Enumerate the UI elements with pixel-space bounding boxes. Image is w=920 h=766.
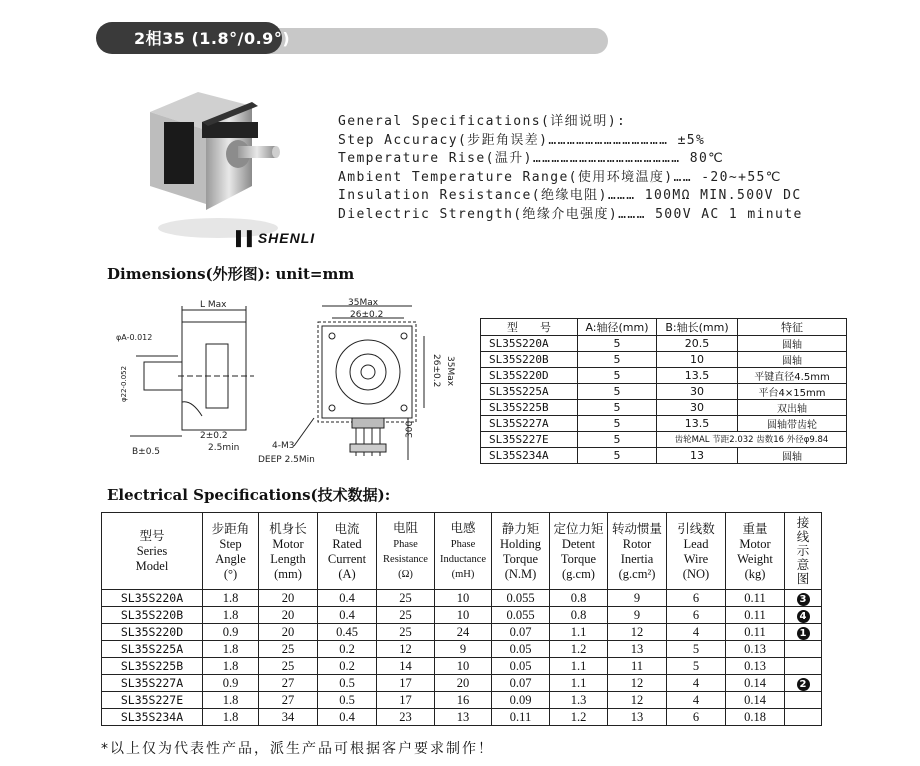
col-rated-current: 电流 Rated Current (A): [318, 513, 377, 590]
twofive-label: 2.5min: [208, 443, 240, 453]
col-shaft-diameter: A:轴径(mm): [578, 319, 657, 336]
table-row: SL35S225A 5 30 平台4×15mm: [481, 384, 847, 400]
dimension-table: [480, 318, 847, 464]
page-title: 2相35 (1.8°/0.9°): [134, 29, 291, 48]
spec-line: Temperature Rise(温升)………………………………………… 80℃: [338, 151, 725, 167]
banner-bar: [262, 28, 608, 54]
l300-label: 300: [405, 420, 415, 438]
table-row: SL35S220B 1.8 20 0.4 25 10 0.055 0.8 9 6 0.11 4: [102, 607, 822, 624]
wiring-badge: 2: [797, 678, 810, 691]
table-row: SL35S227E 5 齿轮MAL 节距2.032 齿数16 外径φ9.84: [481, 432, 847, 448]
col-step-angle: 步距角 Step Angle (°): [203, 513, 259, 590]
table-header-row: [481, 319, 847, 336]
spec-line: General Specifications(详细说明):: [338, 114, 627, 129]
wiring-badge: 3: [797, 593, 810, 606]
deep-label: DEEP 2.5Min: [258, 455, 315, 465]
general-specs: [338, 110, 803, 222]
spec-line: Insulation Resistance(绝缘电阻)……… 100MΩ MIN.500V DC: [338, 188, 802, 204]
col-model: 型号 Series Model: [102, 513, 203, 590]
table-row: SL35S225B 1.8 25 0.2 14 10 0.05 1.1 11 5 0.13: [102, 658, 822, 675]
col-model: 型 号: [481, 319, 578, 336]
spec-line: Step Accuracy(步距角误差)………………………………… ±5%: [338, 132, 706, 148]
d26-label: 26±0.2: [350, 310, 384, 320]
phi22-label: φ22-0.052: [120, 365, 128, 402]
col-weight: 重量 Motor Weight (kg): [726, 513, 785, 590]
footnote: *以上仅为代表性产品，派生产品可根据客户要求制作！: [101, 741, 494, 757]
table-row: SL35S220A 1.8 20 0.4 25 10 0.055 0.8 9 6 0.11 3: [102, 590, 822, 607]
electrical-title: Electrical Specifications(技术数据):: [107, 486, 391, 504]
dimension-drawing: [108, 296, 455, 472]
col-detent-torque: 定位力矩 Detent Torque (g.cm): [550, 513, 608, 590]
lmax-label: L Max: [200, 300, 227, 310]
col-lead-wire: 引线数 Lead Wire (NO): [667, 513, 726, 590]
spec-line: Dielectric Strength(绝缘介电强度)……… 500V AC 1 minute: [338, 206, 803, 222]
col-feature: 特征: [738, 319, 847, 336]
table-header-row: [102, 513, 822, 590]
table-row: SL35S227A 0.9 27 0.5 17 20 0.07 1.1 12 4 0.14 2: [102, 675, 822, 692]
table-row: SL35S227E 1.8 27 0.5 17 16 0.09 1.3 12 4 0.14: [102, 692, 822, 709]
wiring-badge: 4: [797, 610, 810, 623]
b-label: B±0.5: [132, 447, 161, 457]
table-row: SL35S220D 0.9 20 0.45 25 24 0.07 1.1 12 4 0.11 1: [102, 624, 822, 641]
col-inductance: 电感 Phase Inductance (mH): [435, 513, 492, 590]
motor-photo: [140, 86, 320, 246]
table-row: SL35S225B 5 30 双出轴: [481, 400, 847, 416]
electrical-table: [101, 512, 822, 726]
col-rotor-inertia: 转动惯量 Rotor Inertia (g.cm²): [608, 513, 667, 590]
wiring-badge: 1: [797, 627, 810, 640]
m3-label: 4-M3: [272, 441, 295, 451]
v35-label: 35Max: [445, 356, 455, 387]
col-wiring-diagram: 接线示意图: [785, 513, 822, 590]
col-motor-length: 机身长 Motor Length (mm): [259, 513, 318, 590]
v26-label: 26±0.2: [431, 354, 441, 388]
two-label: 2±0.2: [200, 431, 228, 441]
table-row: SL35S220A 5 20.5 圆轴: [481, 336, 847, 352]
dimensions-title: Dimensions(外形图): unit=mm: [107, 265, 355, 283]
table-row: SL35S227A 5 13.5 圆轴带齿轮: [481, 416, 847, 432]
spec-line: Ambient Temperature Range(使用环境温度)…… -20~+55℃: [338, 169, 782, 185]
phiA-label: φA-0.012: [116, 333, 153, 342]
brand-logo: ▌▌SHENLI: [236, 230, 316, 246]
max35-label: 35Max: [348, 298, 379, 308]
table-row: SL35S220D 5 13.5 平键直径4.5mm: [481, 368, 847, 384]
table-row: SL35S234A 1.8 34 0.4 23 13 0.11 1.2 13 6 0.18: [102, 709, 822, 726]
col-resistance: 电阻 Phase Resistance (Ω): [377, 513, 435, 590]
table-row: SL35S234A 5 13 圆轴: [481, 447, 847, 463]
table-row: SL35S220B 5 10 圆轴: [481, 352, 847, 368]
col-shaft-length: B:轴长(mm): [657, 319, 738, 336]
col-holding-torque: 静力矩 Holding Torque (N.M): [492, 513, 550, 590]
table-row: SL35S225A 1.8 25 0.2 12 9 0.05 1.2 13 5 0.13: [102, 641, 822, 658]
